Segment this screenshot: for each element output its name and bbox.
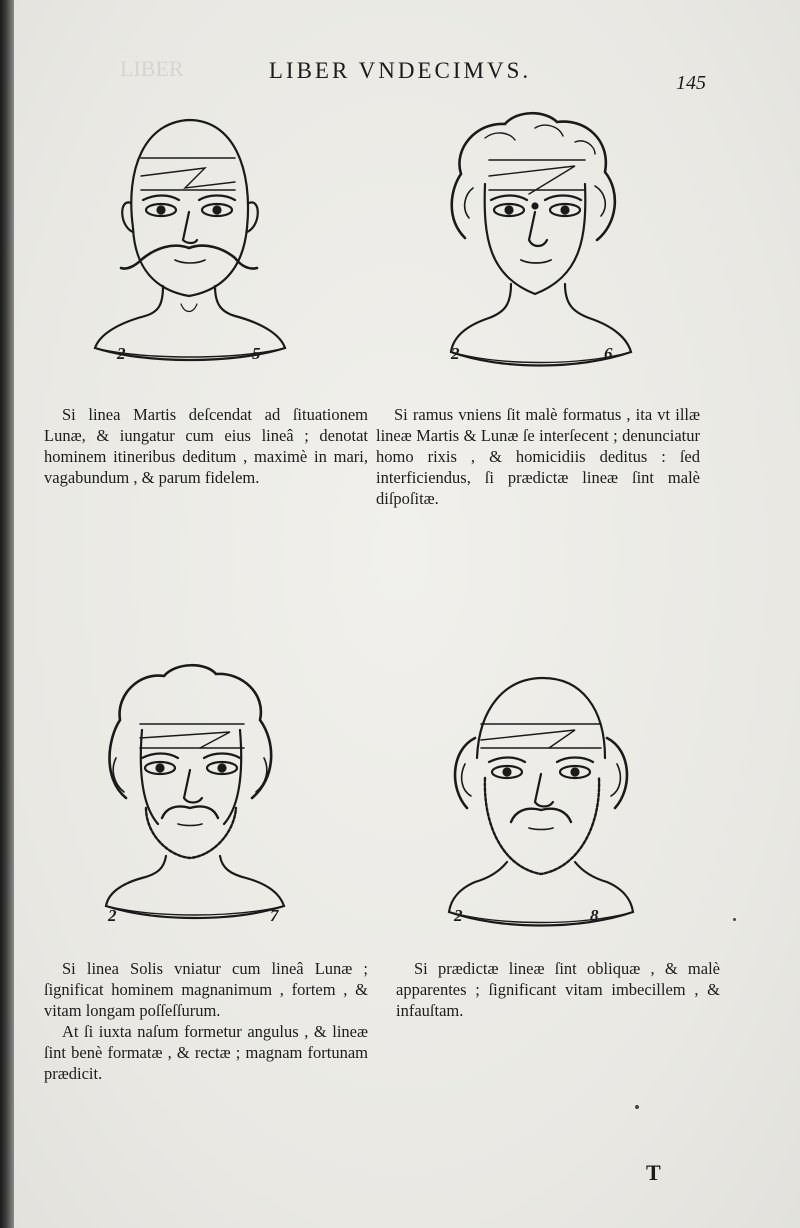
caption-plate-4	[396, 958, 720, 1021]
plate-subnumber: 8	[590, 906, 599, 925]
plate-number: 2	[117, 344, 126, 363]
plate-face-curly-hair	[425, 108, 655, 378]
face-illustration	[425, 668, 655, 938]
plate-subnumber: 5	[252, 344, 261, 363]
caption-paragraph: Si prædictæ lineæ ſint obliquæ , & malè apparentes ; ſignificant vitam imbecillem , & infauſtam.	[396, 959, 720, 1020]
bleed-through-text: LIBER	[120, 56, 184, 81]
page-number: 145	[676, 72, 706, 94]
plate-face-bald-moustache	[85, 108, 315, 378]
plate-number: 2	[451, 344, 460, 363]
caption-plate-3	[44, 958, 368, 1084]
running-title: LIBER VNDECIMVS.	[268, 58, 532, 83]
plate-number: 2	[454, 906, 463, 925]
signature-mark: T	[646, 1160, 661, 1185]
page-gutter-shadow	[0, 0, 14, 1228]
caption-paragraph: Si linea Martis deſcendat ad ſituationem Lunæ, & iungatur cum eius lineâ ; denotat hominem itineribus deditum , maximè in mari, vagabundum , & parum fidelem.	[44, 405, 368, 487]
caption-paragraph: At ſi iuxta naſum formetur angulus , & lineæ ſint benè formatæ , & rectæ ; magnam fortunam prædicit.	[44, 1022, 368, 1083]
ink-fleck	[733, 918, 736, 921]
face-illustration	[425, 108, 655, 378]
plate-face-short-beard	[80, 658, 310, 928]
plate-number: 2	[108, 906, 117, 925]
face-illustration	[80, 658, 310, 928]
caption-paragraph: Si linea Solis vniatur cum lineâ Lunæ ; ſignificat hominem magnanimum , fortem , & vitam longam poſſeſſurum.	[44, 959, 368, 1020]
plate-subnumber: 6	[604, 344, 613, 363]
caption-plate-2	[376, 404, 700, 509]
caption-paragraph: Si ramus vniens ſit malè formatus , ita vt illæ lineæ Martis & Lunæ ſe interſecent ; denunciatur homo rixis , & homicidiis deditus : ſed interficiendus, ſi prædictæ lineæ ſint malè diſpoſitæ.	[376, 405, 700, 508]
plate-face-full-beard	[425, 668, 655, 938]
plate-subnumber: 7	[270, 906, 279, 925]
ink-fleck	[635, 1105, 639, 1109]
caption-plate-1	[44, 404, 368, 488]
face-illustration	[85, 108, 315, 378]
